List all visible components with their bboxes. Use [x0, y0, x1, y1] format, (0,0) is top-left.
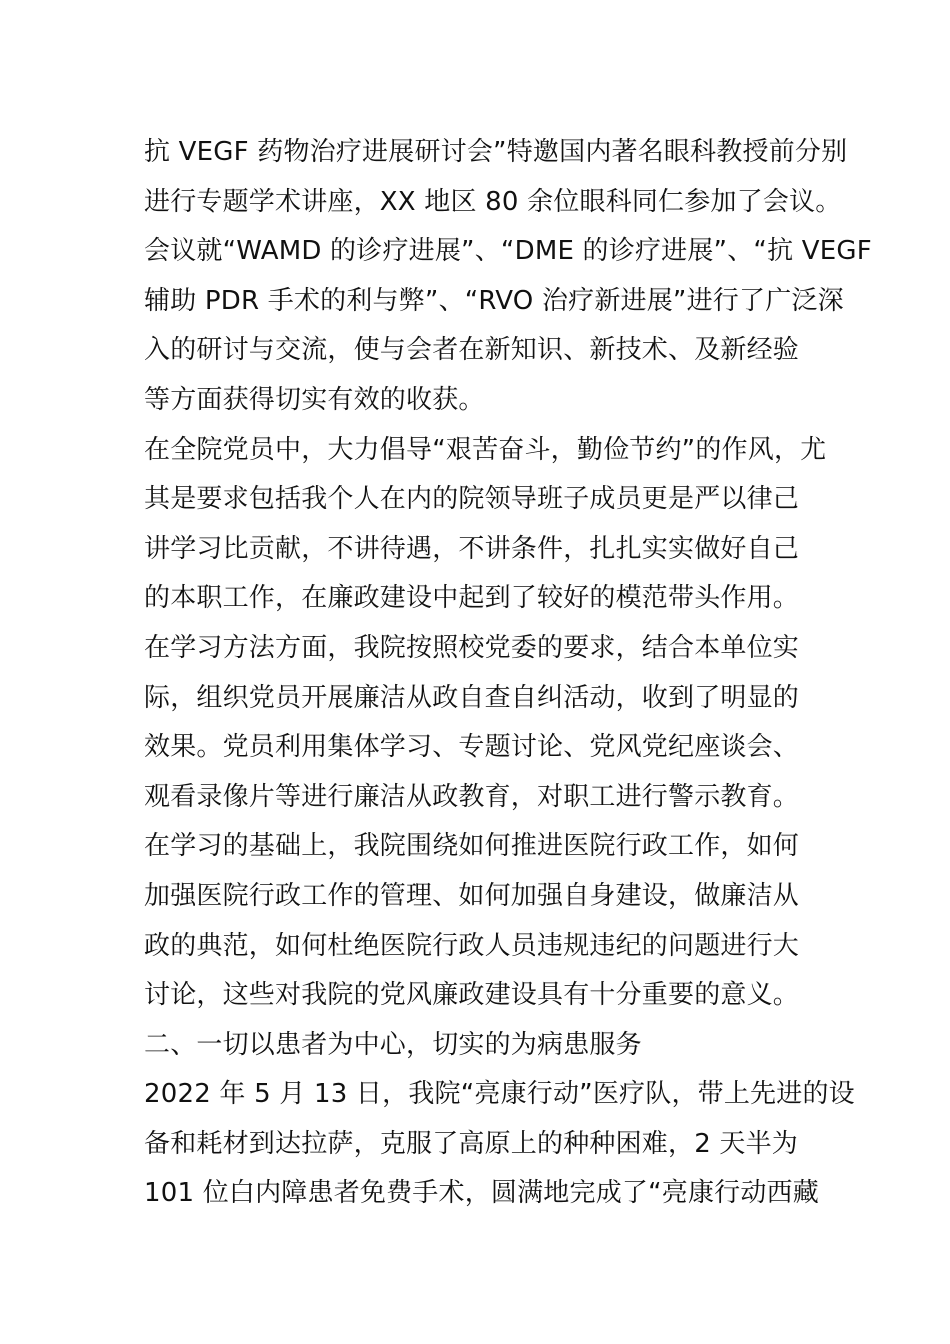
text-line: 备和耗材到达拉萨，克服了高原上的种种困难，2 天半为 — [144, 1128, 799, 1159]
document-body — [144, 128, 872, 1219]
text-line: 效果。党员利用集体学习、专题讨论、党风党纪座谈会、 — [144, 732, 800, 763]
text-line: 在全院党员中，大力倡导“艰苦奋斗，勤俭节约”的作风，尤 — [144, 434, 827, 465]
text-line: 在学习方法方面，我院按照校党委的要求，结合本单位实 — [144, 632, 800, 663]
text-line: 辅助 PDR 手术的利与弊”、“RVO 治疗新进展”进行了广泛深 — [144, 285, 844, 316]
text-line: 等方面获得切实有效的收获。 — [144, 384, 485, 415]
text-line: 入的研讨与交流，使与会者在新知识、新技术、及新经验 — [144, 335, 800, 366]
text-line: 讲学习比贡献，不讲待遇，不讲条件，扎扎实实做好自己 — [144, 533, 800, 564]
text-line: 加强医院行政工作的管理、如何加强自身建设，做廉洁从 — [144, 880, 800, 911]
text-line: 在学习的基础上，我院围绕如何推进医院行政工作，如何 — [144, 831, 800, 862]
section-heading: 二、一切以患者为中心，切实的为病患服务 — [144, 1029, 642, 1060]
text-line: 政的典范，如何杜绝医院行政人员违规违纪的问题进行大 — [144, 930, 800, 961]
text-line: 观看录像片等进行廉洁从政教育，对职工进行警示教育。 — [144, 781, 800, 812]
text-line: 讨论，这些对我院的党风廉政建设具有十分重要的意义。 — [144, 980, 800, 1011]
text-line: 2022 年 5 月 13 日，我院“亮康行动”医疗队，带上先进的设 — [144, 1079, 855, 1110]
text-line: 进行专题学术讲座，XX 地区 80 余位眼科同仁参加了会议。 — [144, 186, 842, 217]
text-line: 其是要求包括我个人在内的院领导班子成员更是严以律己 — [144, 484, 800, 515]
text-line: 抗 VEGF 药物治疗进展研讨会”特邀国内著名眼科教授前分别 — [144, 137, 848, 167]
text-line: 际，组织党员开展廉洁从政自查自纠活动，收到了明显的 — [144, 682, 800, 713]
text-line: 101 位白内障患者免费手术，圆满地完成了“亮康行动西藏 — [144, 1178, 819, 1209]
text-line: 会议就“WAMD 的诊疗进展”、“DME 的诊疗进展”、“抗 VEGF — [144, 236, 872, 267]
text-line: 的本职工作，在廉政建设中起到了较好的模范带头作用。 — [144, 583, 800, 614]
